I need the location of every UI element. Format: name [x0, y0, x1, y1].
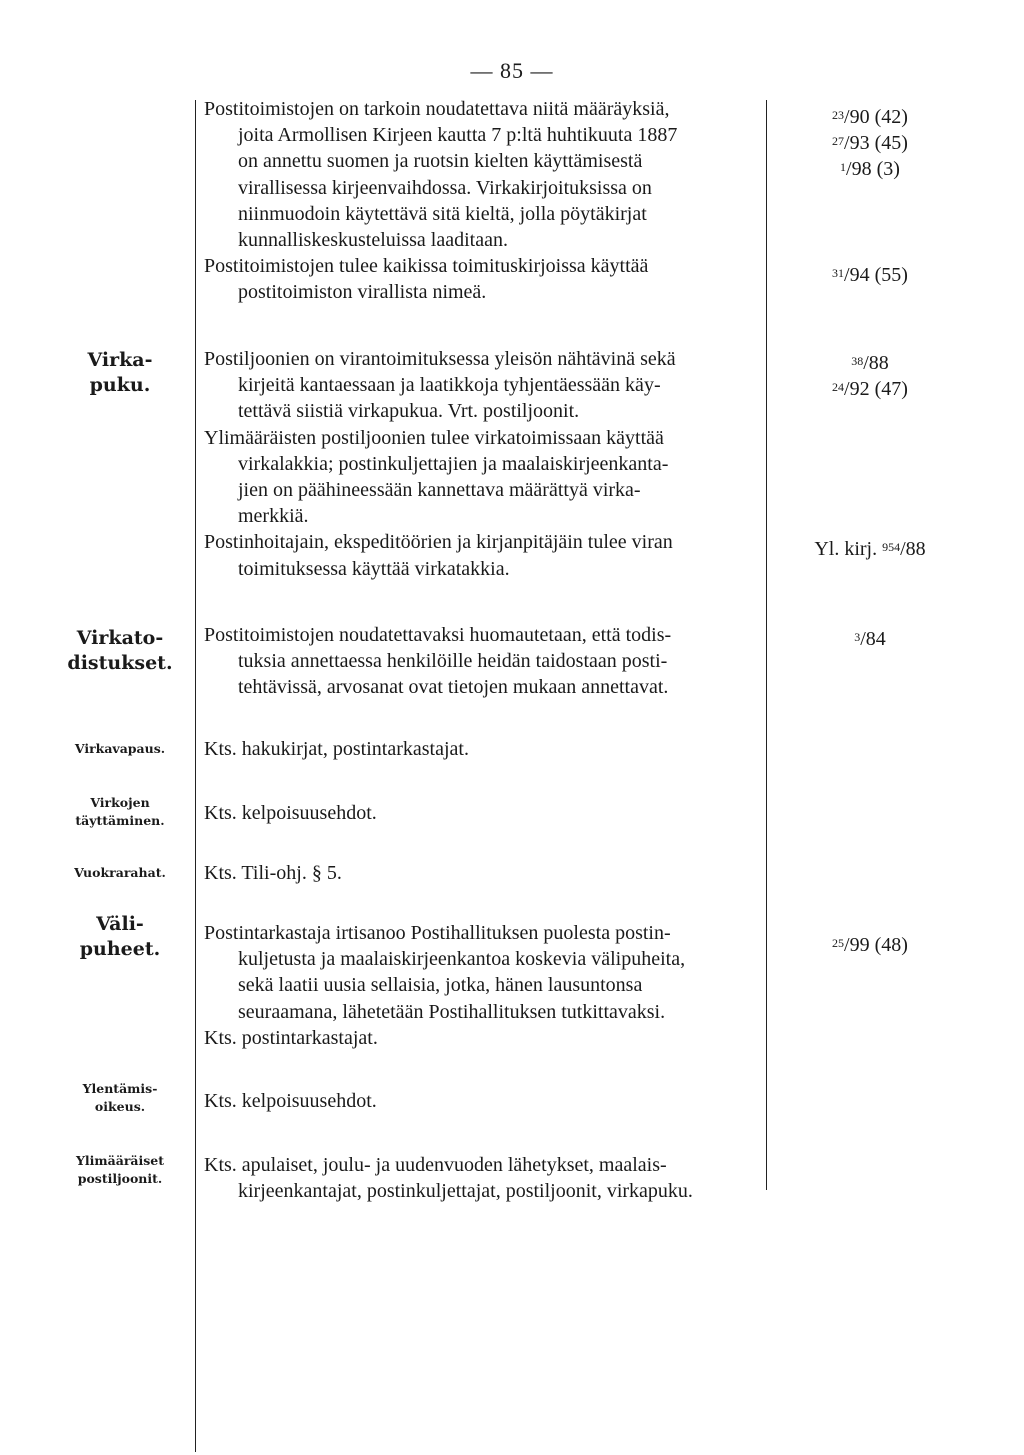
line: Kts. apulaiset, joulu- ja uudenvuoden lähetykset, maalais- [204, 1154, 667, 1176]
left-column-rule [195, 100, 196, 1452]
line: sekä laatii uusia sellaisia, jotka, hänen lausuntonsa [238, 974, 643, 997]
side-heading-virkojen-tayttaminen: Virkojen täyttäminen. [75, 795, 165, 828]
line: virallisessa kirjeenvaihdossa. Virkakirjoituksissa on [238, 176, 652, 199]
reference: $^{25}$/99 (48) [832, 934, 908, 956]
reference: $^{24}$/92 (47) [832, 378, 908, 401]
line: Postitoimistojen on tarkoin noudatettava niitä määräyksiä, [204, 98, 670, 120]
section-virkatodistukset-refs [770, 626, 970, 652]
side-heading-valipuheet: Väli- puheet. [79, 913, 161, 960]
section-ylentamis-text [204, 1088, 760, 1114]
line: tuksia annettaessa henkilöille heidän taidostaan posti- [238, 650, 668, 673]
line: Kts. hakukirjat, postintarkastajat. [204, 738, 469, 760]
side-heading-vuokrarahat: Vuokrarahat. [74, 865, 166, 880]
paragraph [204, 920, 760, 1025]
section-virkapuku-refs-2 [770, 536, 970, 562]
line: virkalakkia; postinkuljettajien ja maalaiskirjeenkanta- [238, 452, 669, 475]
line: Kts. kelpoisuusehdot. [204, 802, 377, 824]
line: on annettu suomen ja ruotsin kielten käyttämisestä [238, 150, 643, 173]
line: Kts. Tili-ohj. § 5. [204, 862, 342, 884]
line: joita Armollisen Kirjeen kautta 7 p:ltä huhtikuuta 1887 [238, 124, 678, 147]
section-intro-refs-2 [770, 262, 970, 288]
paragraph [204, 1025, 760, 1051]
section-virkapuku-refs [770, 350, 970, 402]
reference: $^{23}$/90 (42) [832, 106, 908, 128]
line: Postiljoonien on virantoimituksessa yleisön nähtävinä sekä [204, 348, 676, 370]
line: Ylimääräisten postiljoonien tulee virkatoimissaan käyttää [204, 426, 664, 449]
right-column-rule [766, 100, 767, 1190]
line: postitoimiston virallista nimeä. [238, 281, 487, 304]
line: kunnalliskeskusteluissa laaditaan. [238, 229, 508, 252]
side-heading-virkapuku: Virka- puku. [87, 349, 153, 396]
line: kuljetusta ja maalaiskirjeenkantoa koskevia välipuheita, [238, 948, 686, 971]
line: kirjeenkantajat, postinkuljettajat, postiljoonit, virkapuku. [238, 1180, 693, 1203]
line: Kts. kelpoisuusehdot. [204, 1090, 377, 1112]
section-vuokrarahat-text [204, 860, 760, 886]
side-heading-ylentamisoikeus: Ylentämis- oikeus. [82, 1081, 158, 1114]
section-ylimaaraiset-text [204, 1152, 760, 1204]
line: toimituksessa käyttää virkatakkia. [238, 557, 510, 580]
paragraph [204, 1088, 760, 1114]
line: Kts. postintarkastajat. [204, 1026, 378, 1049]
side-heading-virkavapaus: Virkavapaus. [74, 741, 166, 756]
reference: $^{27}$/93 (45) [832, 132, 908, 155]
side-heading-ylimaaraiset-postiljoonit: Ylimääräiset postiljoonit. [75, 1153, 165, 1186]
reference: $^3$/84 [854, 628, 886, 650]
reference: $^{38}$/88 [851, 352, 889, 374]
paragraph [204, 425, 760, 530]
section-valipuheet-text [204, 920, 760, 1051]
section-intro-refs [770, 104, 970, 183]
line: Postitoimistojen noudatettavaksi huomautetaan, että todis- [204, 624, 672, 646]
line: merkkiä. [238, 505, 309, 528]
paragraph [204, 253, 760, 305]
section-virkapuku-text [204, 346, 760, 582]
line: niinmuodoin käytettävä sitä kieltä, jolla pöytäkirjat [238, 202, 647, 225]
line: Postitoimistojen tulee kaikissa toimituskirjoissa käyttää [204, 255, 649, 278]
line: jien on päähineessään kannettava määrättyä virka- [238, 479, 641, 502]
line: kirjeitä kantaessaan ja laatikkoja tyhjentäessään käy- [238, 374, 661, 397]
side-heading-virkatodistukset: Virkato- distukset. [67, 627, 173, 674]
section-virkatodistukset-text [204, 622, 760, 701]
line: seuraamana, lähetetään Postihallituksen tutkittavaksi. [238, 1000, 666, 1023]
paragraph [204, 622, 760, 701]
paragraph [204, 800, 760, 826]
paragraph [204, 346, 760, 425]
page-number: — 85 — [470, 58, 554, 83]
paragraph [204, 736, 760, 762]
line: Postintarkastaja irtisanoo Postihallituksen puolesta postin- [204, 922, 671, 944]
paragraph [204, 529, 760, 581]
section-virkojen-text [204, 800, 760, 826]
line: Postinhoitajain, ekspeditöörien ja kirjanpitäjäin tulee viran [204, 531, 673, 554]
section-valipuheet-refs [770, 932, 970, 958]
section-intro-text [204, 96, 760, 306]
reference: $^{31}$/94 (55) [832, 264, 908, 286]
reference: Yl. kirj. $^{954}$/88 [814, 538, 926, 560]
paragraph [204, 96, 760, 253]
line: tettävä siistiä virkapukua. Vrt. postiljoonit. [238, 400, 580, 423]
section-virkavapaus-text [204, 736, 760, 762]
reference: $^1$/98 (3) [840, 158, 900, 181]
paragraph [204, 860, 760, 886]
line: tehtävissä, arvosanat ovat tietojen mukaan annettavat. [238, 676, 669, 699]
paragraph [204, 1152, 760, 1204]
